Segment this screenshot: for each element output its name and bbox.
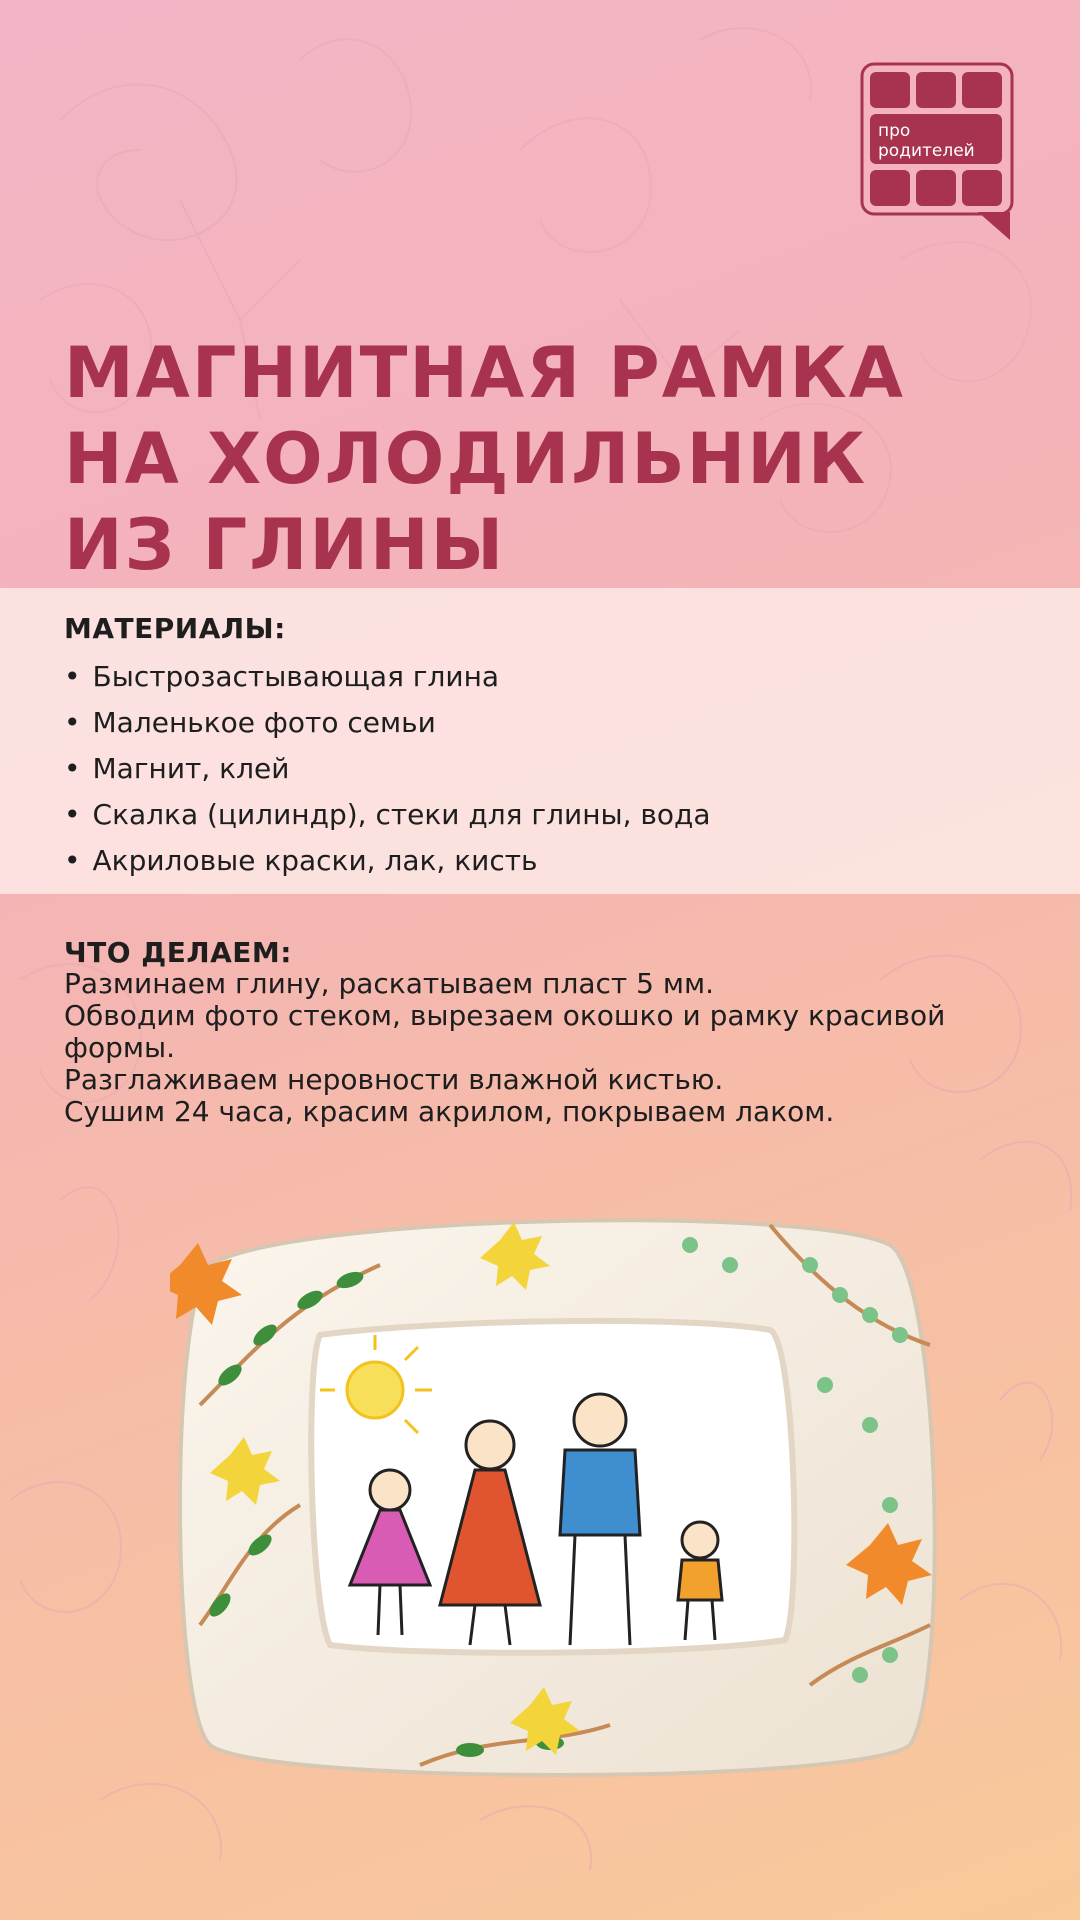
list-item: • Быстрозастывающая глина bbox=[64, 654, 711, 700]
step-line: Сушим 24 часа, красим акрилом, покрываем лаком. bbox=[64, 1095, 835, 1128]
materials-list bbox=[64, 654, 711, 884]
steps-heading: ЧТО ДЕЛАЕМ: bbox=[64, 936, 292, 969]
step-line: Разглаживаем неровности влажной кистью. bbox=[64, 1063, 724, 1096]
page-title bbox=[64, 330, 1044, 588]
logo-text-line1: про bbox=[878, 121, 911, 141]
list-item: • Скалка (цилиндр), стеки для глины, вода bbox=[64, 792, 711, 838]
title-line: НА ХОЛОДИЛЬНИК bbox=[64, 418, 868, 500]
logo-text-line2: родителей bbox=[878, 141, 975, 161]
step-line: Обводим фото стеком, вырезаем окошко и рамку красивой формы. bbox=[64, 999, 946, 1064]
clay-frame-illustration bbox=[170, 1205, 950, 1785]
steps-text bbox=[64, 968, 1044, 1128]
title-line: ИЗ ГЛИНЫ bbox=[64, 504, 506, 586]
step-line: Разминаем глину, раскатываем пласт 5 мм. bbox=[64, 967, 715, 1000]
list-item: • Маленькое фото семьи bbox=[64, 700, 711, 746]
title-line: МАГНИТНАЯ РАМКА bbox=[64, 332, 905, 414]
materials-heading: МАТЕРИАЛЫ: bbox=[64, 612, 286, 645]
list-item: • Магнит, клей bbox=[64, 746, 711, 792]
list-item: • Акриловые краски, лак, кисть bbox=[64, 838, 711, 884]
pro-roditelej-logo bbox=[860, 62, 1020, 244]
